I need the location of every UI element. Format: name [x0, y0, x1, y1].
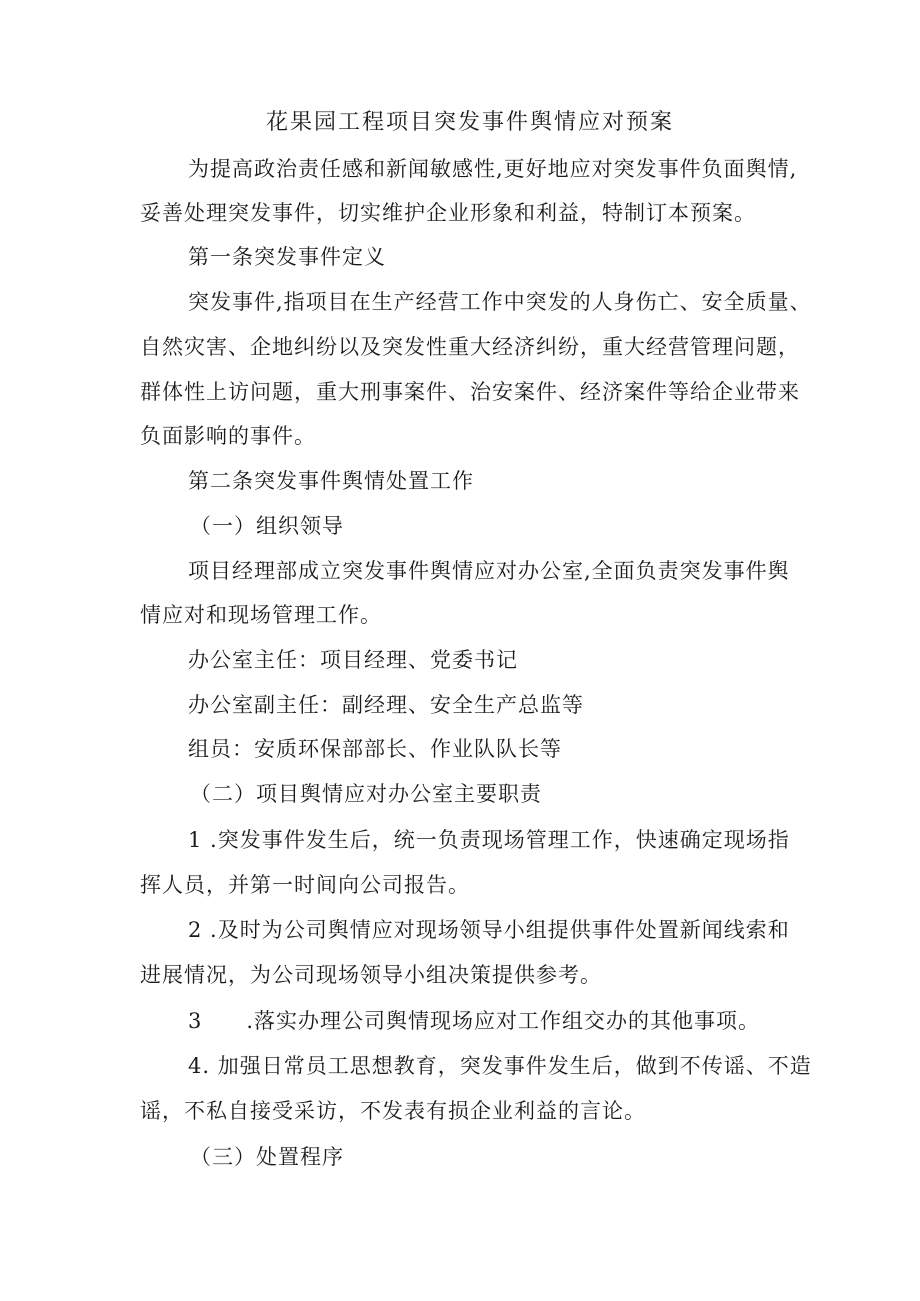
duty-item-1-line-1: 1 .突发事件发生后，统一负责现场管理工作，快速确定现场指 — [188, 828, 790, 852]
duty-item-4-line-1: 4. 加强日常员工思想教育，突发事件发生后，做到不传谣、不造 — [188, 1054, 812, 1078]
duty-item-2-line-2: 进展情况，为公司现场领导小组决策提供参考。 — [140, 963, 602, 987]
section2-heading: （二）项目舆情应对办公室主要职责 — [190, 782, 542, 806]
duty-item-1-line-2: 挥人员，并第一时间向公司报告。 — [140, 873, 470, 897]
duty-item-3 — [188, 1008, 760, 1034]
section1-line-2: 情应对和现场管理工作。 — [140, 603, 382, 627]
office-members: 组员：安质环保部部长、作业队队长等 — [188, 737, 562, 761]
article1-line-4: 负面影响的事件。 — [140, 424, 316, 448]
article1-line-3: 群体性上访问题，重大刑事案件、治安案件、经济案件等给企业带来 — [140, 380, 800, 404]
office-deputy-director: 办公室副主任：副经理、安全生产总监等 — [188, 693, 584, 717]
duty-item-3-text: .落实办理公司舆情现场应对工作组交办的其他事项。 — [246, 1009, 761, 1033]
section1-heading: （一）组织领导 — [190, 514, 344, 538]
section1-line-1: 项目经理部成立突发事件舆情应对办公室,全面负责突发事件舆 — [188, 559, 790, 583]
office-director: 办公室主任：项目经理、党委书记 — [188, 648, 518, 672]
intro-line-1: 为提高政治责任感和新闻敏感性,更好地应对突发事件负面舆情, — [188, 157, 798, 181]
article1-line-2: 自然灾害、企地纠纷以及突发性重大经济纠纷，重大经营管理问题， — [140, 335, 800, 359]
duty-item-2-line-1: 2 .及时为公司舆情应对现场领导小组提供事件处置新闻线索和 — [188, 918, 790, 942]
article1-heading: 第一条突发事件定义 — [188, 245, 386, 269]
document-title: 花果园工程项目突发事件舆情应对预案 — [266, 110, 675, 135]
duty-item-3-number: 3 — [188, 1009, 203, 1033]
article2-heading: 第二条突发事件舆情处置工作 — [188, 469, 474, 493]
intro-line-2: 妥善处理突发事件，切实维护企业形象和利益，特制订本预案。 — [140, 201, 756, 225]
article1-line-1: 突发事件,指项目在生产经营工作中突发的人身伤亡、安全质量、 — [188, 290, 812, 314]
section3-heading: （三）处置程序 — [190, 1145, 344, 1169]
duty-item-4-line-2: 谣，不私自接受采访，不发表有损企业利益的言论。 — [140, 1099, 646, 1123]
